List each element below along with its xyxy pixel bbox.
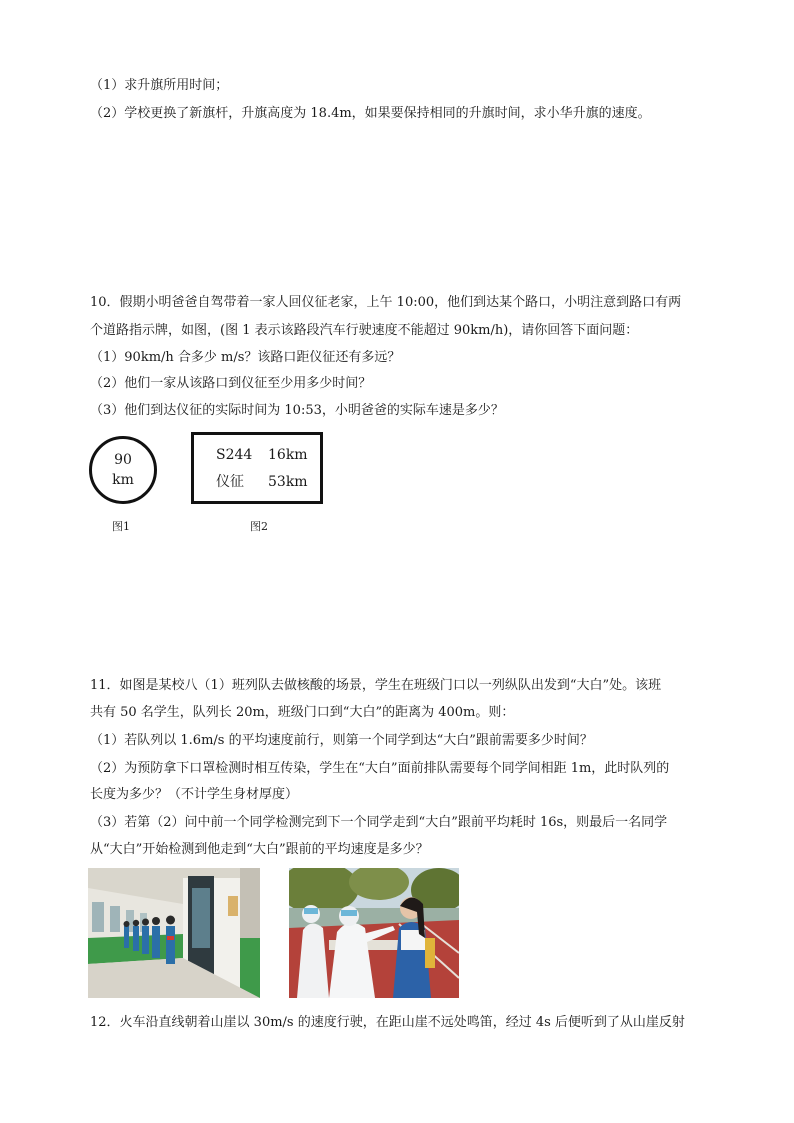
speed-limit-sign [89, 436, 157, 504]
speed-limit-value: 90 [114, 452, 132, 468]
q10-line1: 10．假期小明爸爸自驾带着一家人回仪征老家，上午 10:00，他们到达某个路口，小明注意到路口有两 [90, 295, 682, 310]
q11-sub1: （1）若队列以 1.6m/s 的平均速度前行，则第一个同学到达“大白”跟前需要多少时间？ [90, 733, 593, 748]
destination-name: 仪征 [216, 474, 244, 490]
q10-line2: 个道路指示牌，如图，(图 1 表示该路段汽车行驶速度不能超过 90km/h)，请你回答下面问题： [90, 323, 639, 338]
q11-sub3b: 从“大白”开始检测到他走到“大白”跟前的平均速度是多少？ [90, 842, 429, 857]
q9-sub1: （1）求升旗所用时间； [90, 78, 229, 93]
speed-limit-unit: km [112, 472, 134, 488]
q9-sub2: （2）学校更换了新旗杆，升旗高度为 18.4m，如果要保持相同的升旗时间，求小华升旗的速度。 [90, 106, 651, 121]
fig2-caption: 图2 [250, 520, 268, 533]
distance-sign [191, 432, 323, 504]
q11-line2: 共有 50 名学生，队列长 20m，班级门口到“大白”的距离为 400m。则： [90, 705, 515, 720]
nucleic-acid-test-photo [289, 868, 459, 998]
destination-distance: 53km [268, 474, 308, 490]
destination-name: S244 [216, 447, 253, 463]
testing-scene-illustration [289, 868, 459, 998]
distance-row [216, 447, 308, 463]
q12-line1: 12．火车沿直线朝着山崖以 30m/s 的速度行驶，在距山崖不远处鸣笛，经过 4s 后便听到了从山崖反射 [90, 1015, 685, 1030]
corridor-queue-illustration [88, 868, 260, 998]
destination-distance: 16km [268, 447, 308, 463]
q10-sub3: （3）他们到达仪征的实际时间为 10:53，小明爸爸的实际车速是多少？ [90, 403, 504, 418]
fig1-caption: 图1 [112, 520, 130, 533]
q11-sub3a: （3）若第（2）问中前一个同学检测完到下一个同学走到“大白”跟前平均耗时 16s，则最后一名同学 [90, 815, 668, 830]
corridor-queue-photo [88, 868, 260, 998]
q10-sub2: （2）他们一家从该路口到仪征至少用多少时间？ [90, 376, 372, 391]
q11-line1: 11．如图是某校八（1）班列队去做核酸的场景，学生在班级门口以一列纵队出发到“大白”处。该班 [90, 678, 662, 693]
q11-sub2a: （2）为预防拿下口罩检测时相互传染，学生在“大白”面前排队需要每个同学间相距 1m，此时队列的 [90, 761, 670, 776]
q11-sub2b: 长度为多少？（不计学生身材厚度） [90, 787, 299, 802]
q10-sub1: （1）90km/h 合多少 m/s？该路口距仪征还有多远？ [90, 350, 401, 365]
distance-row [216, 471, 308, 491]
